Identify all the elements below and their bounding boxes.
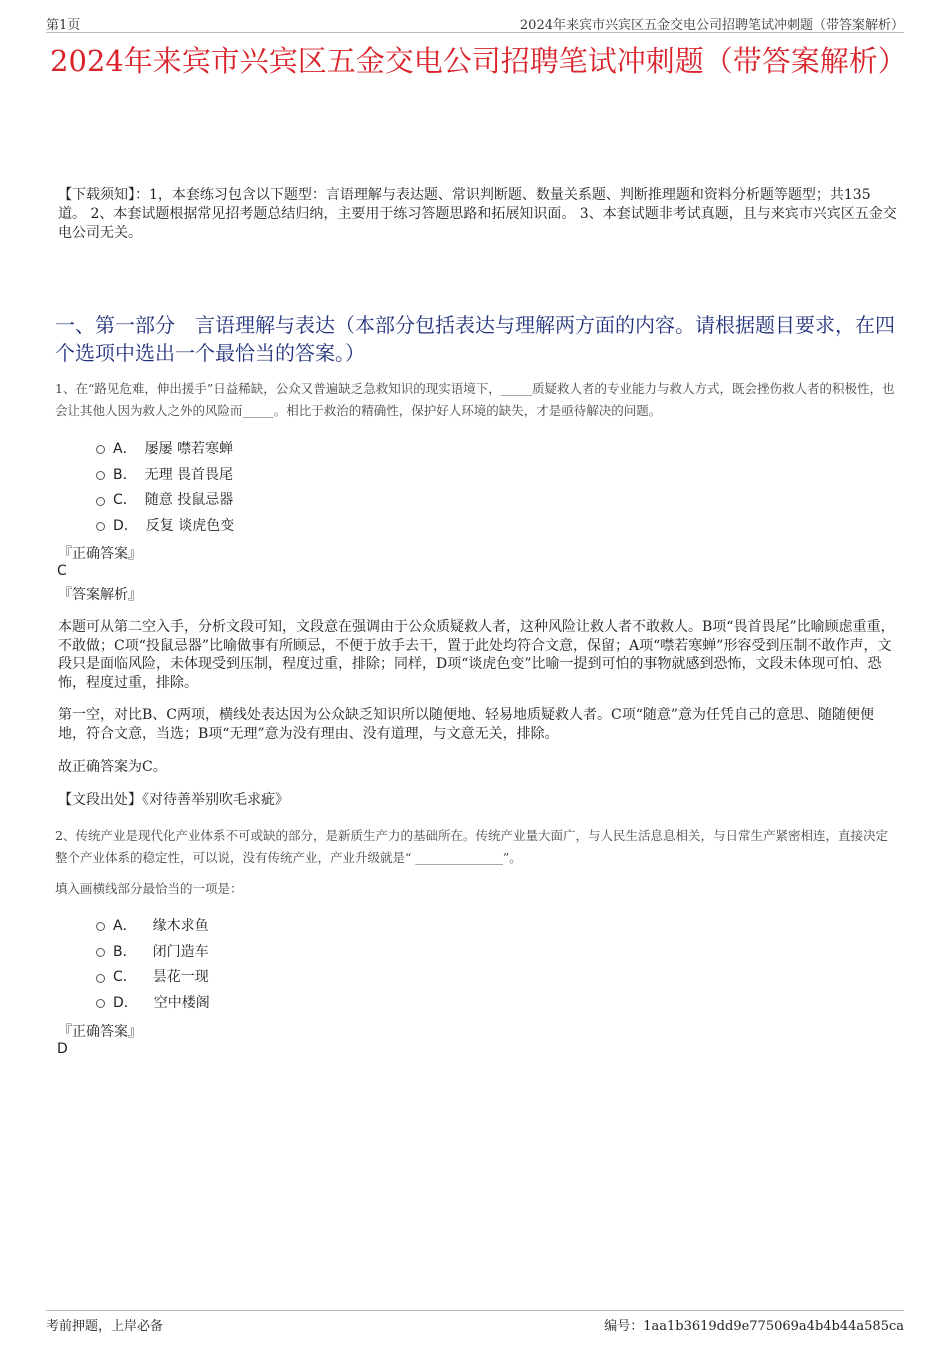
question-1-option-a[interactable]: A． 屡屡 噤若寒蝉	[96, 435, 234, 461]
page-number: 第1页	[46, 18, 81, 33]
radio-icon[interactable]	[96, 999, 105, 1008]
question-1-analysis-2: 第一空，对比B、C两项，横线处表达因为公众缺乏知识所以随便地、轻易地质疑救人者。C项“随意”意为任凭自己的意思、随随便便地，符合文意，当选；B项“无理”意为没有理由、没有道理，与文意无关，排除。	[58, 707, 875, 742]
radio-icon[interactable]	[96, 948, 105, 957]
question-1-option-c[interactable]: C． 随意 投鼠忌器	[96, 486, 234, 512]
page-header	[46, 12, 904, 33]
section-heading: 一、第一部分 言语理解与表达（本部分包括表达与理解两方面的内容。请根据题目要求，在四个选项中选出一个最恰当的答案。）	[55, 313, 895, 365]
question-2-prompt: 填入画横线部分最恰当的一项是：	[55, 881, 243, 896]
radio-icon[interactable]	[96, 522, 105, 531]
question-1-conclusion: 故正确答案为C。	[58, 759, 167, 775]
question-1-answer-label: 『正确答案』	[58, 546, 142, 562]
document-title: 2024年来宾市兴宾区五金交电公司招聘笔试冲刺题（带答案解析）	[50, 44, 907, 78]
question-2-option-d[interactable]: D． 空中楼阁	[96, 989, 210, 1015]
question-1-source: 【文段出处】《对待善举别吹毛求疵》	[58, 792, 289, 808]
question-2-option-b[interactable]: B． 闭门造车	[96, 938, 210, 964]
question-2-answer: D	[57, 1041, 68, 1057]
question-1-stem: 1、在“路见危难，伸出援手”日益稀缺，公众又普遍缺乏急救知识的现实语境下，_____质疑救人者的专业能力与救人方式，既会挫伤救人者的积极性，也会让其他人因为救人之外的风险而_____。相比于救治的精确性，保护好人环境的缺失，才是亟待解决的问题。	[55, 381, 895, 418]
question-2-option-a[interactable]: A． 缘木求鱼	[96, 912, 210, 938]
radio-icon[interactable]	[96, 922, 105, 931]
question-2-answer-label: 『正确答案』	[58, 1024, 142, 1040]
footer-serial: 编号：1aa1b3619dd9e775069a4b4b44a585ca	[604, 1319, 904, 1334]
question-2-stem: 2、传统产业是现代化产业体系不可或缺的部分，是新质生产力的基础所在。传统产业量大面广，与人民生活息息相关，与日常生产紧密相连，直接决定整个产业体系的稳定性，可以说，没有传统产业，产业升级就是“ ______________”。	[55, 828, 888, 865]
question-1-analysis-1: 本题可从第二空入手，分析文段可知，文段意在强调由于公众质疑救人者，这种风险让救人者不敢救人。B项“畏首畏尾”比喻顾虑重重，不敢做；C项“投鼠忌器”比喻做事有所顾忌，不便于放手去干，置于此处均符合文意，保留；A项“噤若寒蝉”形容受到压制不敢作声，文段只是面临风险，未体现受到压制，程度过重，排除；同样，D项“谈虎色变”比喻一提到可怕的事物就感到恐怖，文段未体现可怕、恐怖，程度过重，排除。	[58, 619, 895, 691]
question-2-option-c[interactable]: C． 昙花一现	[96, 963, 210, 989]
question-1-answer: C	[57, 563, 67, 579]
question-1-analysis-label: 『答案解析』	[58, 587, 142, 603]
question-1-option-b[interactable]: B． 无理 畏首畏尾	[96, 461, 234, 487]
question-2-options	[96, 912, 210, 1015]
page-footer	[46, 1310, 904, 1334]
radio-icon[interactable]	[96, 974, 105, 983]
radio-icon[interactable]	[96, 471, 105, 480]
header-doc-title: 2024年来宾市兴宾区五金交电公司招聘笔试冲刺题（带答案解析）	[519, 18, 904, 33]
radio-icon[interactable]	[96, 445, 105, 454]
question-1-option-d[interactable]: D． 反复 谈虎色变	[96, 512, 234, 538]
radio-icon[interactable]	[96, 497, 105, 506]
download-notice: 【下载须知】：1，本套练习包含以下题型：言语理解与表达题、常识判断题、数量关系题、判断推理题和资料分析题等题型；共135道。 2、本套试题根据常见招考题总结归纳，主要用于练习答题思路和拓展知识面。 3、本套试题非考试真题，且与来宾市兴宾区五金交电公司无关。	[58, 187, 897, 241]
question-1-options	[96, 435, 234, 538]
footer-slogan: 考前押题，上岸必备	[46, 1319, 164, 1334]
